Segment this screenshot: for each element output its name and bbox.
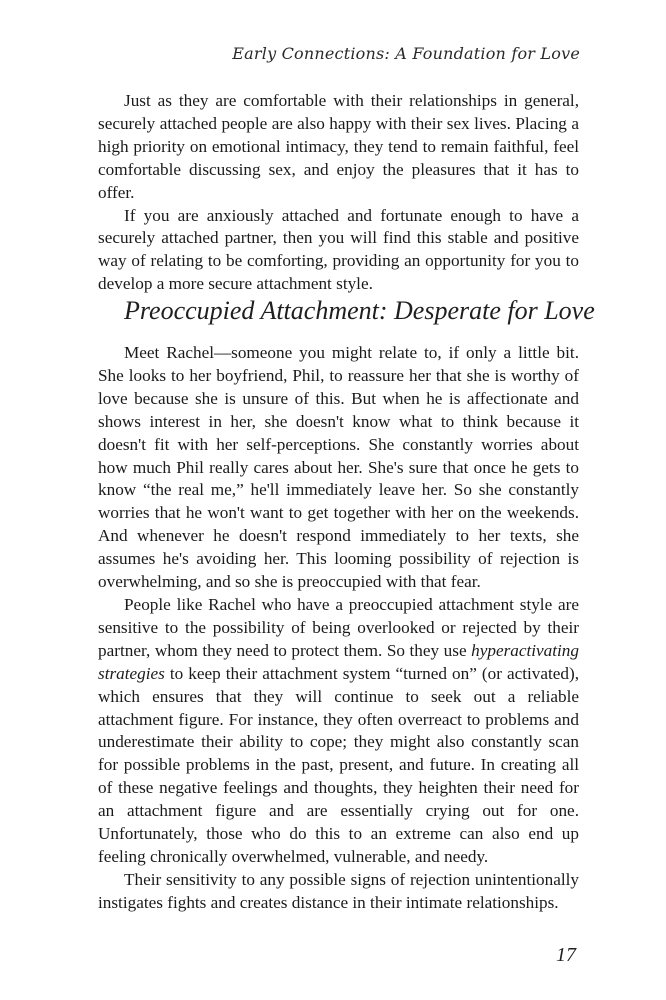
paragraph-sensitivity: Their sensitivity to any possible signs of rejection unintentionally instigates fights and creates distance in their intimate relationships. <box>98 869 579 912</box>
section-heading: Preoccupied Attachment: Desperate for Love <box>124 296 595 325</box>
strategies-text-before: People like Rachel who have a preoccupied attachment style are sensitive to the possibility of being overlooked or rejected by their partner, whom they need to protect them. So they use <box>98 594 579 660</box>
section-body <box>98 342 579 915</box>
emphasis-hyperactivating: hyperactivating strategies <box>98 640 579 683</box>
paragraph-secure-sex-lives: Just as they are comfortable with their relationships in general, securely attached people are also happy with their sex lives. Placing a high priority on emotional intimacy, they tend to remain faithful, feel comfortable discussing sex, and enjoy the pleasures that it has to offer. <box>98 91 579 202</box>
running-head: Early Connections: A Foundation for Love <box>232 44 580 63</box>
strategies-text-after: to keep their attachment system “turned on” (or activated), which ensures that they will continue to seek out a reliable attachment figure. For instance, they often overreact to problems and underestimate their ability to cope; they might also constantly scan for possible problems in the past, present, and future. In creating all of these negative feelings and thoughts, they heighten their need for an attachment figure and are essentially crying out for one. Unfortunately, those who do this to an extreme can also end up feeling chronically overwhelmed, vulnerable, and needy. <box>98 663 579 866</box>
page-number: 17 <box>556 944 576 966</box>
paragraph-rachel: Meet Rachel—someone you might relate to, if only a little bit. She looks to her boyfriend, Phil, to reassure her that she is worthy of love because she is unsure of this. But when he is affectionate and shows interest in her, she doesn't know what to think because it doesn't fit with her self-perceptions. She constantly worries about how much Phil really cares about her. She's sure that once he gets to know “the real me,” he'll immediately leave her. So she constantly worries that he won't want to get together with her on the weekends. And whenever he doesn't respond immediately to her texts, she assumes he's avoiding her. This looming possibility of rejection is overwhelming, and so she is preoccupied with that fear. <box>98 343 579 592</box>
intro-text <box>98 90 579 296</box>
paragraph-secure-partner: If you are anxiously attached and fortunate enough to have a securely attached partner, then you will find this stable and positive way of relating to be comforting, providing an opportunity for you to develop a more secure attachment style. <box>98 205 579 294</box>
paragraph-strategies <box>98 594 579 869</box>
